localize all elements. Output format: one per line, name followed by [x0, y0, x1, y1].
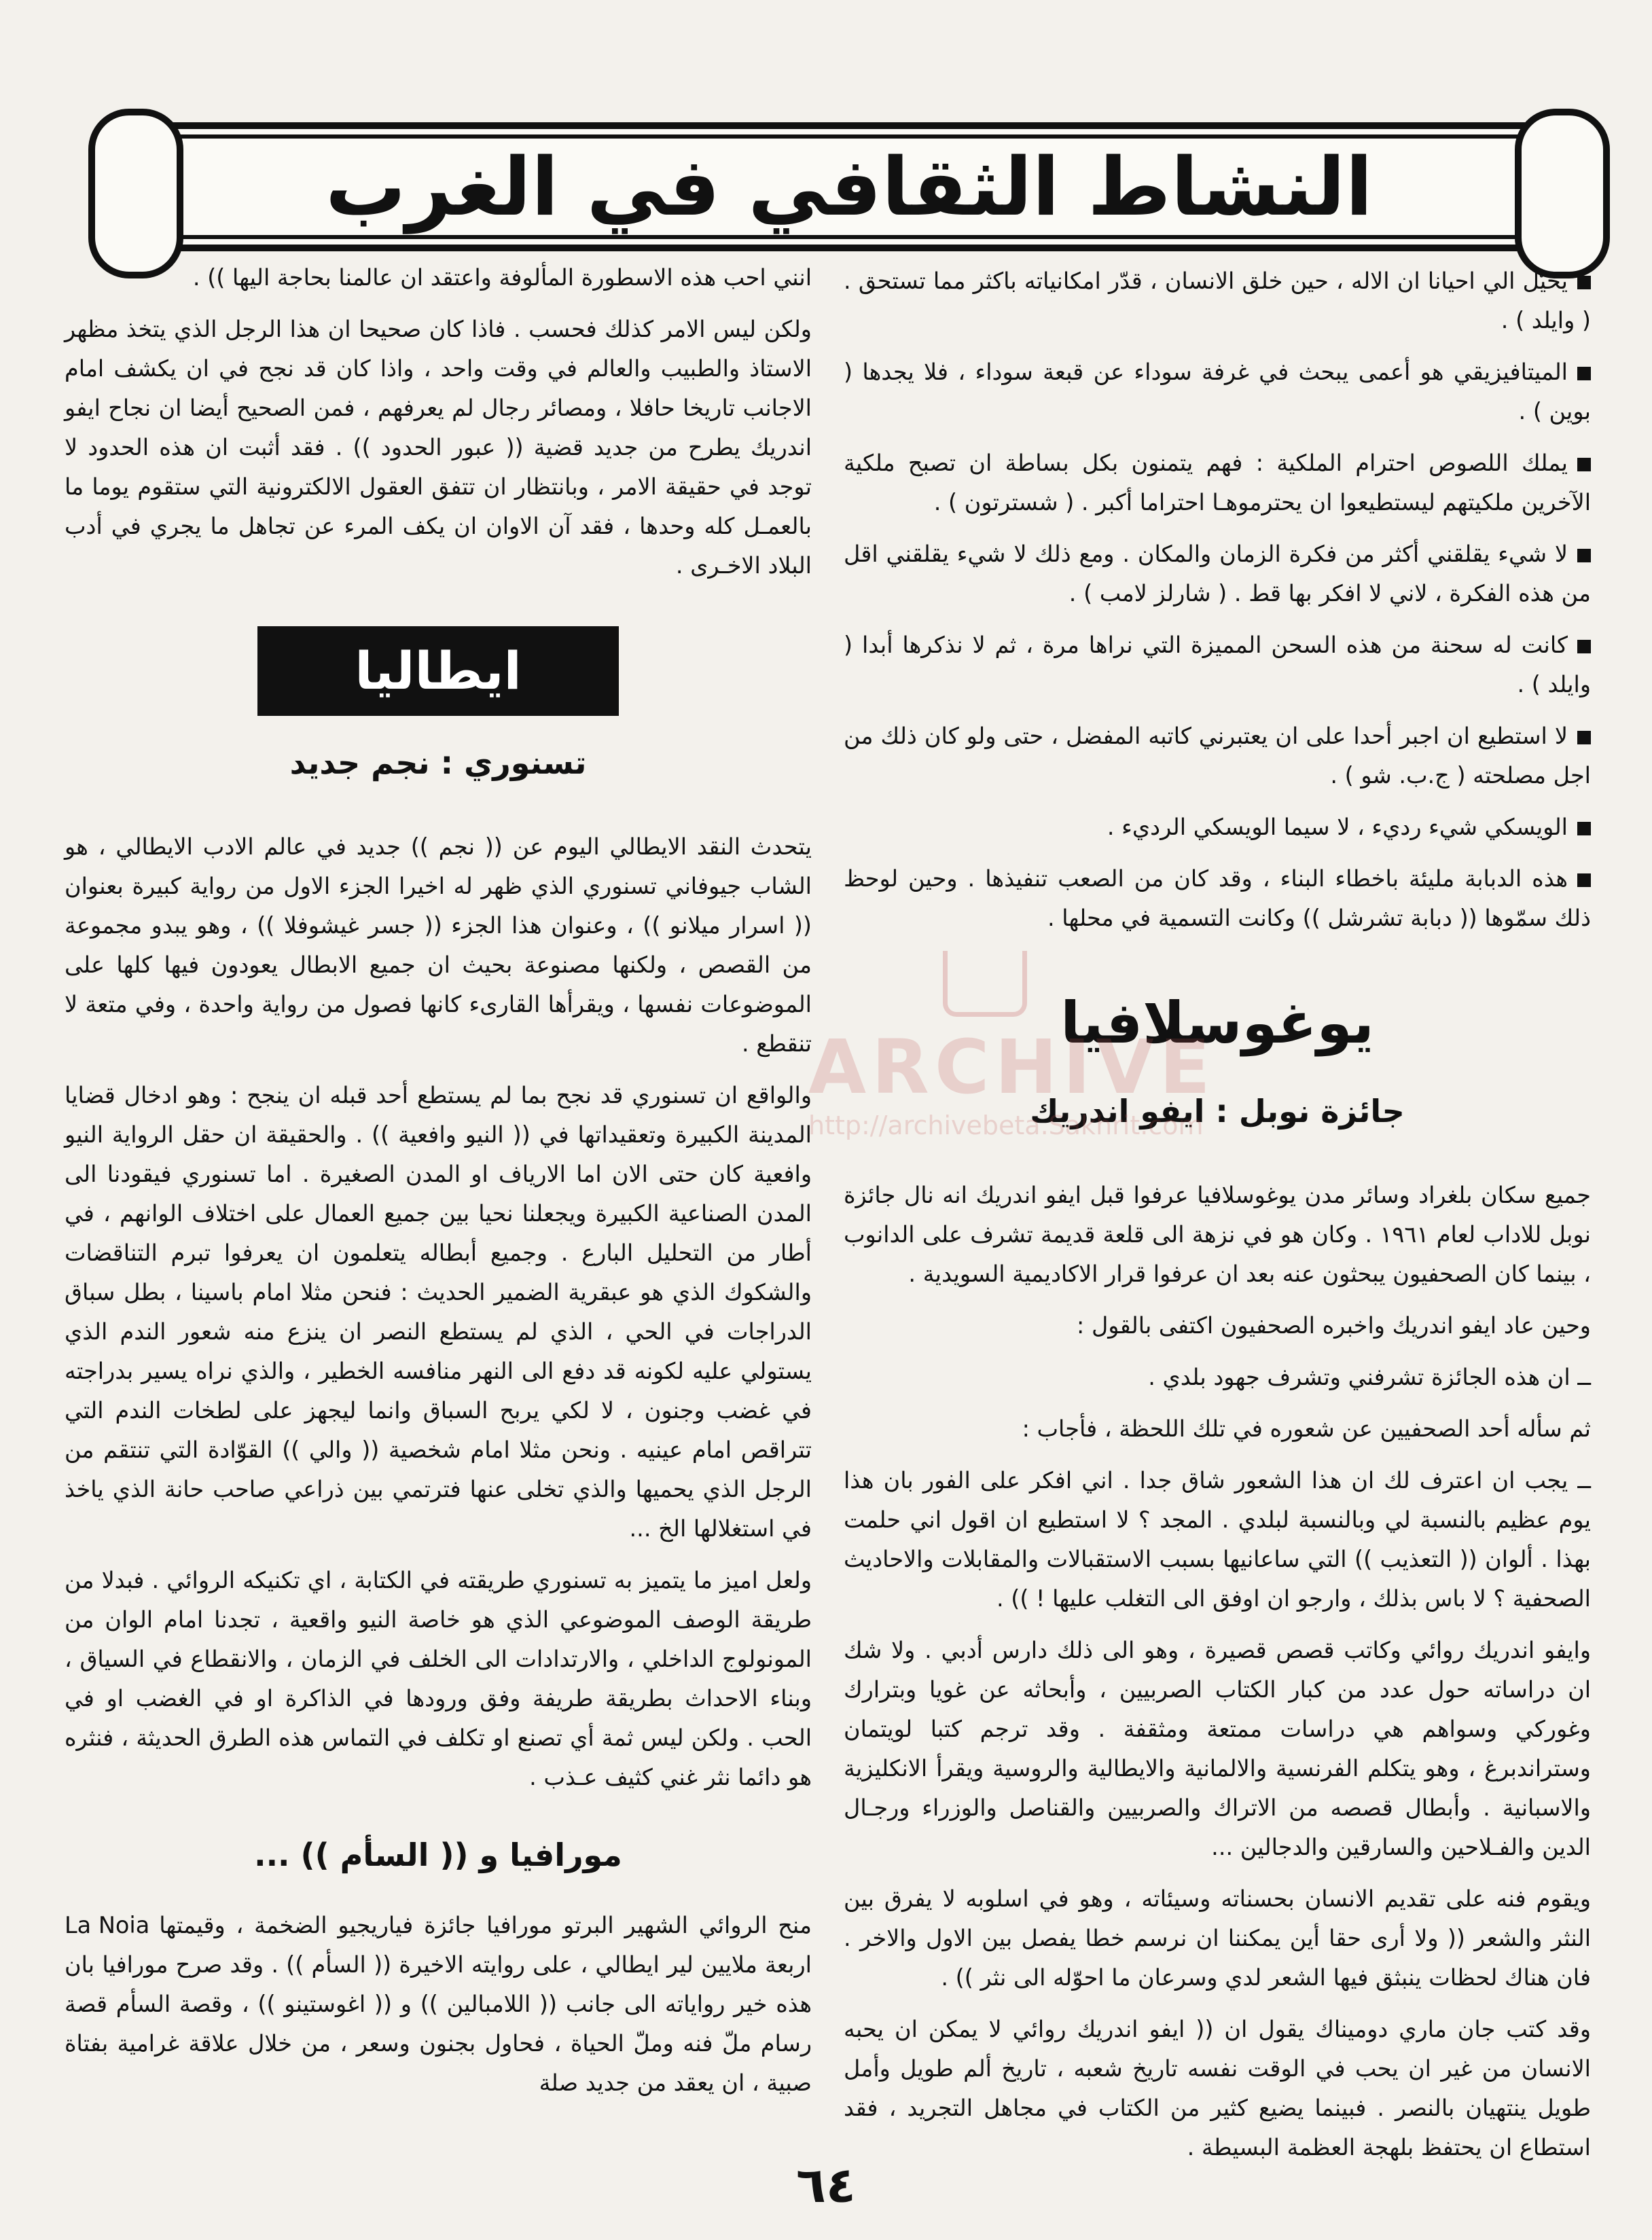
watermark-text: ARCHIVE [808, 1024, 1216, 1110]
quote-item: يخيّل الي احيانا ان الاله ، حين خلق الانسان ، قدّر امكانياته باكثر مما تستحق . ( وايلد ) . [844, 268, 1591, 333]
article-paragraph: La Noia منح الروائي الشهير البرتو مورافيا جائزة فياريجيو الضخمة ، وقيمتها اربعة ملايين لير ايطالي ، على روايته الاخيرة (( السأم )) . وقد صرح مورافيا بان هذه خير رواياته الى جانب (( اللامبالين )) و (( اغوستينو )) ، وقصة السأم قصة رسام ملّ فنه وملّ الحياة ، فحاول بجنون وسعر ، من خلال علاقة غرامية بفتاة صبية ، ان يعقد من جديد صلة [65, 1906, 812, 2103]
section-title-italy: ايطاليا [257, 626, 619, 716]
subheading-tesnori: تسنوري : نجم جديد [289, 744, 587, 781]
bullet-square-icon [1577, 549, 1591, 562]
article-paragraph: وقد كتب جان ماري دوميناك يقول ان (( ايفو اندريك روائي لا يمكن ان يحبه الانسان من غير ان يحب في الوقت نفسه تاريخ شعبه ، تاريخ ألم طويل وأمل طويل ينتهيان بالنصر . فبينما يضيع كثير من الكتاب في مجاهل التجريد ، فقد استطاع ان يحتفظ بلهجة العظمة البسيطة . [844, 2016, 1591, 2161]
article-paragraph: جميع سكان بلغراد وسائر مدن يوغوسلافيا عرفوا قبل ايفو اندريك انه نال جائزة نوبل للاداب لعام ١٩٦١ . وكان هو في نزهة الى قلعة قديمة تشرف على الدانوب ، بينما كان الصحفيون يبحثون عنه بعد ان عرفوا قرار الاكاديمية السويدية . [844, 1182, 1592, 1287]
section-title-yugoslavia: يوغوسلافيا [1060, 990, 1374, 1056]
quote-item: كانت له سحنة من هذه السحن المميزة التي نراها مرة ، ثم لا نذكرها أبدا ( وايلد ) . [844, 632, 1591, 698]
subheading-nobel: جائزة نوبل : ايفو اندريك [1030, 1093, 1405, 1130]
quote-item: هذه الدبابة مليئة باخطاء البناء ، وقد كان من الصعب تنفيذها . وحين لوحظ ذلك سمّوها (( دبابة تشرشل )) وكانت التسمية في محلها . [844, 865, 1591, 931]
subheading-moravia: مورافيا و (( السأم )) ... [254, 1837, 622, 1873]
banner-title: النشاط الثقافي في الغرب [325, 140, 1373, 234]
article-paragraph: ولعل اميز ما يتميز به تسنوري طريقته في الكتابة ، اي تكنيكه الروائي . فبدلا من طريقة الوصف الموضوعي الذي هو خاصة النيو واقعية ، تجدنا امام الوان من المونولوج الداخلي ، والارتدادات الى الخلف في الزمان ، والانقطاع في السياق ، وبناء الاحداث بطريقة طريفة وفق ورودها في الذاكرة او في الغضب او في الحب . ولكن ليس ثمة أي تصنع او تكلف في التماس هذه الطرق الحديثة ، فنثره هو دائما نثر غني كثيف عـذب . [65, 1567, 812, 1790]
article-paragraph: ثم سأله أحد الصحفيين عن شعوره في تلك اللحظة ، فأجاب : [1022, 1415, 1591, 1442]
watermark-url: http://archivebeta.Sakhrit.com [808, 1110, 1204, 1140]
article-paragraph: ــ يجب ان اعترف لك ان هذا الشعور شاق جدا . اني افكر على الفور بان هذا يوم عظيم بالنسبة لي وبالنسبة لبلدي . المجد ؟ لا استطيع ان اقول اني حلمت بهذا . ألوان (( التعذيب )) التي ساعانيها بسبب الاستقبالات والمقابلات والاحاديث الصحفية ؟ لا باس بذلك ، وارجو ان اوفق الى التغلب عليها ! )) . [844, 1467, 1591, 1612]
bullet-square-icon [1577, 458, 1591, 471]
latin-title-la-noia: La Noia [65, 1912, 150, 1938]
bullet-square-icon [1577, 731, 1591, 744]
right-column [844, 261, 1591, 2180]
article-paragraph: وحين عاد ايفو اندريك واخبره الصحفيون اكتفى بالقول : [1077, 1312, 1591, 1339]
quote-item: لا شيء يقلقني أكثر من فكرة الزمان والمكان . ومع ذلك لا شيء يقلقني اقل من هذه الفكرة ، لاني لا افكر بها قط . ( شارلز لامب ) . [844, 541, 1591, 607]
article-paragraph: ولكن ليس الامر كذلك فحسب . فاذا كان صحيحا ان هذا الرجل الذي يتخذ مظهر الاستاذ والطبيب والعالم في وقت واحد ، واذا كان قد نجح في ان يكشف امام الاجانب تاريخا حافلا ، ومصائر رجال لم يعرفهم ، فمن الصحيح أيضا ان نجاح ايفو اندريك يطرح من جديد قضية (( عبور الحدود )) . فقد أثبت ان هذه الحدود لا توجد في حقيقة الامر ، وبانتظار ان تتفق العقول الالكترونية التي ستقوم يوما ما بالعمـل كله وحدها ، فقد آن الاوان ان يكف المرء عن تجاهل ما يجري في أدب البلاد الاخـرى . [65, 316, 812, 579]
article-paragraph: ويقوم فنه على تقديم الانسان بحسناته وسيئاته ، وهو في اسلوبه لا يفرق بين النثر والشعر (( ولا أرى حقا أين يمكننا ان نرسم خطا يفصل بين الاول والاخر . فان هناك لحظات ينبثق فيها الشعر لدي وسرعان ما احوّله الى نثر )) . [844, 1885, 1591, 1991]
article-paragraph: انني احب هذه الاسطورة المألوفة واعتقد ان عالمنا بحاجة اليها )) . [192, 264, 812, 291]
bullet-square-icon [1577, 822, 1591, 835]
article-paragraph: ــ ان هذه الجائزة تشرفني وتشرف جهود بلدي . [1148, 1364, 1591, 1390]
bullet-square-icon [1577, 640, 1591, 653]
bullet-square-icon [1577, 276, 1591, 289]
article-paragraph: والواقع ان تسنوري قد نجح بما لم يستطع أحد قبله ان ينجح : وهو ادخال قضايا المدينة الكبيرة وتعقيداتها في (( النيو وافعية )) . والحقيقة ان حقل الرواية النيو وافعية كان حتى الان اما الارياف او المدن الصغيرة . اما تسنوري فيقودنا الى المدن الصناعية الكبيرة ويجعلنا نحيا بين جميع العمال على اختلاف الوانهم ، في أطار من التحليل البارع . وجميع أبطاله يتعلمون ان يعرفوا تبرم التناقضات والشكوك الذي هو عبقرية الضمير الحديث : فنحن مثلا امام باسينا ، بطل سباق الدراجات في الحي ، الذي لم يستطع النصر ان ينزع منه شعور الندم الذي يستولي عليه لكونه قد دفع الى النهر منافسه الخطير ، والذي نراه يسير بدراجته في غضب وجنون ، لا لكي يربح السباق وانما ليجهز على لطخات الندم التي تتراقص امام عينيه . ونحن مثلا امام شخصية (( والي )) القوّادة التي تنتقم من الرجل الذي يحميها والذي تخلى عنها فترتمي بين ذراعي صاحب حانة الذي ياخذ في استغلالها الخ ... [65, 1082, 812, 1542]
quote-item: يملك اللصوص احترام الملكية : فهم يتمنون بكل بساطة ان تصبح ملكية الآخرين ملكيتهم ليستطيعوا ان يحترموهـا احتراما أكبر . ( شسترتون ) . [844, 450, 1591, 516]
quote-item: الميتافيزيقي هو أعمى يبحث في غرفة سوداء عن قبعة سوداء ، فلا يجدها ( بوين ) . [844, 359, 1591, 424]
bullet-square-icon [1577, 367, 1591, 380]
quote-item: الويسكي شيء رديء ، لا سيما الويسكي الرديء . [844, 808, 1591, 847]
bullet-square-icon [1577, 873, 1591, 887]
article-paragraph: وايفو اندريك روائي وكاتب قصص قصيرة ، وهو الى ذلك دارس أدبي . ولا شك ان دراساته حول عدد من كبار الكتاب الصربيين ، وأبحاثه عن غويا وبترارك وغوركي وسواهم هي دراسات ممتعة ومثقفة . وقد ترجم كتبا لويتمان وستراندبرغ ، وهو يتكلم الفرنسية والالمانية والايطالية والروسية ويقرأ الانكليزية والاسبانية . وأبطال قصصه من الاتراك والصربيين والقناصل والوزراء ورجـال الدين والفـلاحين والسارقين والدجالين ... [844, 1637, 1591, 1860]
left-column [65, 258, 812, 2115]
section-banner [143, 122, 1556, 251]
quote-item: لا استطيع ان اجبر أحدا على ان يعتبرني كاتبه المفضل ، حتى ولو كان ذلك من اجل مصلحته ( ج.ب. شو ) . [844, 723, 1591, 789]
banner-scroll-right [1515, 109, 1610, 278]
page-number: ٦٤ [796, 2156, 856, 2214]
quotes-list [844, 261, 1591, 938]
banner-scroll-left [88, 109, 183, 278]
article-paragraph: يتحدث النقد الايطالي اليوم عن (( نجم )) جديد في عالم الادب الايطالي ، هو الشاب جيوفاني تسنوري الذي ظهر له اخيرا الجزء الاول من رواية كبيرة بعنوان (( اسرار ميلانو )) ، وعنوان هذا الجزء (( جسر غيشوفلا )) ، وهو يبدو مجموعة من القصص ، ولكنها مصنوعة بحيث ان جميع الابطال يعودون فيها كلها على الموضوعات نفسها ، ويقرأها القارىء كانها فصول من رواية واحدة ، وفي متعة لا تنقطع . [65, 833, 812, 1057]
